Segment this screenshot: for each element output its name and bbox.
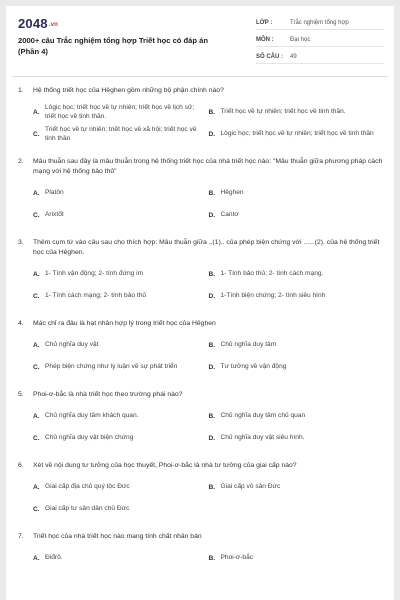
option-letter: C. (33, 363, 40, 371)
question-item (18, 238, 384, 308)
answer-options (18, 264, 384, 308)
question-body: Phoi-ơ-bắc là nhà triết học theo trường phái nào? (33, 391, 183, 398)
answer-option[interactable] (33, 477, 209, 497)
option-text: Chủ nghĩa duy tâm khách quan. (45, 412, 139, 420)
question-text (18, 390, 384, 400)
option-letter: A. (33, 554, 40, 562)
option-letter: D. (208, 292, 216, 300)
option-letter: C. (33, 434, 40, 442)
answer-option[interactable] (209, 335, 385, 355)
answer-option[interactable] (33, 183, 209, 203)
document-page (6, 6, 394, 600)
option-text: Giai cấp địa chủ quý tộc Đức (45, 483, 130, 491)
question-number: 5. (18, 391, 24, 398)
option-letter: B. (208, 189, 216, 197)
question-item (18, 86, 384, 146)
option-text: Tư tưởng về vận động (220, 363, 287, 371)
option-text: Triết học về tự nhiên; triết học về xã hội; triết học về tinh thần (45, 125, 197, 142)
option-text: Phoi-ơ-bắc (220, 554, 254, 562)
answer-options (18, 102, 384, 146)
option-letter: C. (33, 130, 40, 138)
answer-option[interactable] (209, 548, 385, 568)
answer-option[interactable] (33, 335, 209, 355)
question-text (18, 532, 384, 542)
question-item (18, 532, 384, 570)
option-text: Lôgic học; triết học về tự nhiên; triết học về lịch sử; triết học về tinh thần. (45, 103, 195, 120)
question-number: 4. (18, 320, 24, 327)
question-body: Xét về nội dung tư tưởng của học thuyết, Phoi-ơ-bắc là nhà tư tưởng của giai cấp nào? (33, 462, 297, 469)
answer-option[interactable] (209, 264, 385, 284)
answer-option[interactable] (33, 357, 209, 377)
option-text: Giai cấp tư sản dân chủ Đức (45, 505, 130, 513)
answer-option[interactable] (209, 357, 385, 377)
answer-option[interactable] (33, 286, 209, 306)
option-letter: B. (208, 108, 216, 116)
option-text: Chủ nghĩa duy tâm (220, 341, 277, 349)
question-text (18, 319, 384, 329)
meta-key: LỚP : (256, 19, 273, 26)
answer-option[interactable] (209, 205, 385, 225)
question-body: Thêm cụm từ vào câu sau cho thích hợp: Mâu thuẫn giữa ..(1).. của phép biện chứng với ......(2). của hệ thống triết học của Hêghen. (33, 239, 380, 256)
answer-options (18, 335, 384, 379)
question-number: 1. (18, 87, 24, 94)
option-letter: A. (33, 270, 40, 278)
option-letter: B. (208, 270, 216, 278)
option-text: Chủ nghĩa duy vật biện chứng (45, 434, 134, 442)
question-body: Mâu thuẫn sau đây là mâu thuẫn trong hệ thống triết học của nhà triết học nào: "Mâu thuẫn giữa phương pháp cách mạng với hệ thống bảo thủ" (33, 158, 383, 175)
answer-option[interactable] (209, 428, 385, 448)
option-text: Chủ nghĩa duy vật (45, 341, 99, 349)
option-text: Lôgic học; triết học về tự nhiên; triết học về tinh thần (220, 130, 374, 138)
option-letter: D. (208, 363, 216, 371)
answer-option[interactable] (33, 548, 209, 568)
option-text: 1- Tính bảo thủ; 2- tính cách mạng. (220, 270, 324, 278)
question-item (18, 461, 384, 521)
document-meta (256, 16, 384, 67)
meta-key: SỐ CÂU : (256, 53, 283, 60)
option-text: Hêghen (220, 189, 244, 197)
answer-options (18, 548, 384, 570)
page-header (6, 6, 394, 72)
option-letter: A. (33, 189, 40, 197)
option-letter: D. (208, 434, 216, 442)
option-text: Chủ nghĩa duy tâm chủ quan (220, 412, 306, 420)
question-text (18, 461, 384, 471)
header-divider (12, 76, 388, 77)
answer-option[interactable] (209, 124, 385, 144)
question-number: 6. (18, 462, 24, 469)
question-item (18, 319, 384, 379)
question-number: 2. (18, 158, 24, 165)
question-text (18, 157, 384, 177)
meta-class (256, 16, 384, 30)
question-item (18, 157, 384, 227)
answer-options (18, 183, 384, 227)
answer-options (18, 406, 384, 450)
answer-option[interactable] (33, 406, 209, 426)
option-text: 1- Tính cách mạng; 2- tính bảo thủ (45, 292, 147, 300)
question-body: Hệ thống triết học của Hêghen gồm những bộ phận chính nào? (33, 87, 224, 94)
logo-sub-text: .vn (48, 21, 59, 28)
option-letter: C. (33, 505, 40, 513)
question-number: 3. (18, 239, 24, 246)
option-letter: A. (33, 108, 40, 116)
answer-option[interactable] (209, 477, 385, 497)
answer-option[interactable] (209, 183, 385, 203)
option-text: Giai cấp vô sản Đức (220, 483, 281, 491)
option-letter: A. (33, 483, 40, 491)
option-letter: B. (208, 412, 216, 420)
answer-option[interactable] (209, 406, 385, 426)
answer-option[interactable] (209, 286, 385, 306)
option-letter: A. (33, 341, 40, 349)
answer-options (18, 477, 384, 521)
option-text: 1- Tính vận động; 2- tính đứng im (45, 270, 144, 278)
option-text: Platôn (45, 189, 64, 197)
meta-key: MÔN : (256, 36, 274, 43)
option-text: Chủ nghĩa duy vật siêu hình. (220, 434, 305, 442)
meta-subject (256, 33, 384, 47)
answer-option[interactable] (33, 124, 209, 144)
answer-option[interactable] (33, 102, 209, 122)
answer-option[interactable] (33, 499, 209, 519)
option-letter: D. (208, 211, 216, 219)
option-letter: A. (33, 412, 40, 420)
option-text: Cantơ (220, 211, 239, 219)
meta-value: Đại học (290, 36, 311, 43)
option-letter: B. (208, 483, 216, 491)
question-item (18, 390, 384, 450)
answer-option[interactable] (33, 428, 209, 448)
option-letter: B. (208, 554, 216, 562)
answer-option[interactable] (33, 205, 209, 225)
answer-option[interactable] (33, 264, 209, 284)
meta-question-count (256, 50, 384, 64)
question-text (18, 238, 384, 258)
option-letter: D. (208, 130, 216, 138)
option-text: Phép biện chứng như lý luận về sự phát triển (45, 363, 178, 371)
meta-value: Trắc nghiệm tổng hợp (290, 19, 349, 26)
option-text: Arixtốt (45, 211, 64, 219)
option-text: 1-Tính biện chứng; 2- tính siêu hình (220, 292, 326, 300)
option-letter: B. (208, 341, 216, 349)
option-letter: C. (33, 292, 40, 300)
question-body: Triết học của nhà triết học nào mang tính chất nhân bản (33, 533, 202, 540)
document-title: 2000+ câu Trắc nghiệm tổng hợp Triết học có đáp án (Phần 4) (18, 36, 209, 56)
logo-main-text: 2048 (18, 16, 48, 31)
option-text: Điđrô. (45, 554, 63, 562)
answer-option[interactable] (209, 102, 385, 122)
question-list (18, 86, 384, 581)
option-text: Triết học về tự nhiên; triết học về tinh thần. (220, 108, 346, 116)
question-number: 7. (18, 533, 24, 540)
meta-value: 49 (290, 53, 297, 60)
question-body: Mác chỉ ra đâu là hạt nhân hợp lý trong triết học của Hêghen (33, 320, 216, 327)
option-letter: C. (33, 211, 40, 219)
question-text (18, 86, 384, 96)
